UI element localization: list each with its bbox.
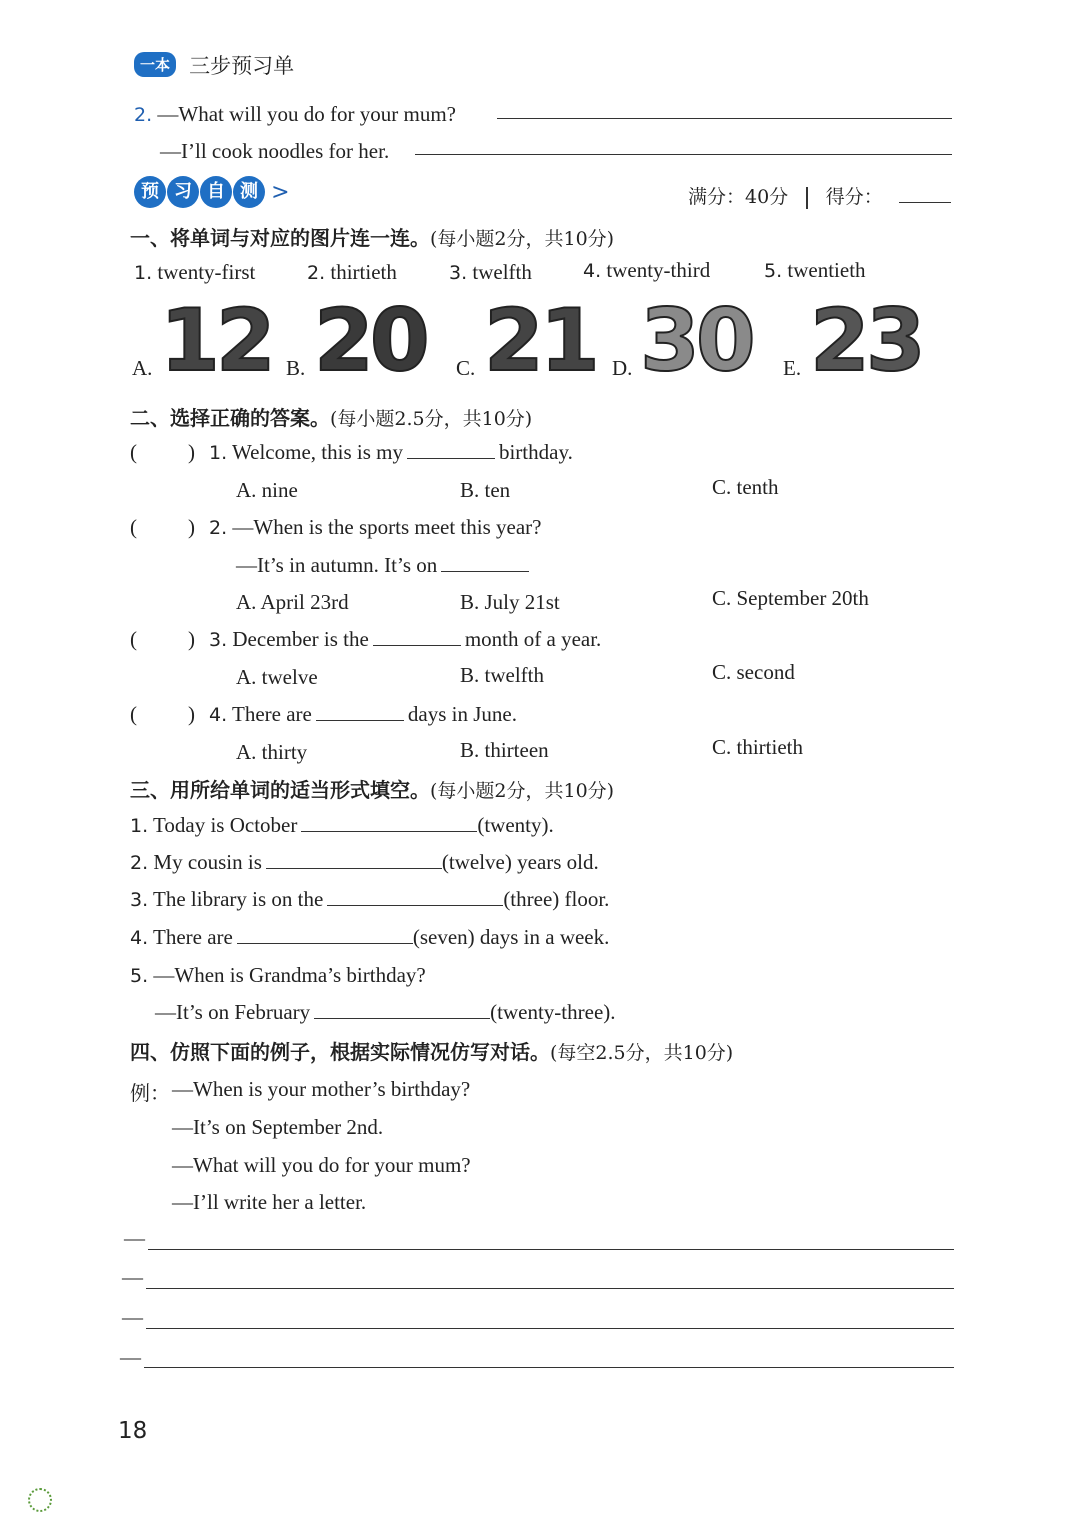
option[interactable]: B. July 21st — [460, 590, 560, 614]
top-question-line2: —I’ll cook noodles for her. — [160, 139, 390, 163]
question-number: 1. — [209, 442, 228, 464]
option[interactable]: C. thirtieth — [712, 735, 803, 759]
word-number: 4. — [583, 260, 602, 282]
option[interactable]: C. second — [712, 660, 795, 684]
picture-label: A. — [132, 356, 153, 380]
fill-item — [130, 850, 599, 875]
word-text: thirtieth — [330, 260, 397, 284]
option[interactable]: A. nine — [236, 478, 298, 502]
stem-text: —It’s in autumn. It’s on — [236, 553, 438, 577]
item-text: —It’s on February — [155, 1000, 311, 1024]
fill-item-line2 — [155, 1000, 616, 1025]
fill-blank[interactable] — [237, 925, 413, 944]
section4-title-text: 四、仿照下面的例子，根据实际情况仿写对话。 — [130, 1040, 550, 1064]
example-line: —It’s on September 2nd. — [172, 1115, 384, 1139]
fill-item — [130, 925, 609, 950]
full-score: 满分：40分 — [688, 186, 789, 208]
fill-blank[interactable] — [327, 887, 503, 906]
section1-note: (每小题2分，共10分) — [430, 228, 615, 250]
word-text: twenty-first — [157, 260, 256, 284]
item-number: 2. — [130, 852, 149, 874]
item-text: (seven) days in a week. — [412, 925, 610, 949]
section4-note: (每空2.5分，共10分) — [550, 1042, 734, 1064]
watermark-logo-icon — [28, 1488, 52, 1512]
stem-text: —When is the sports meet this year? — [232, 515, 542, 539]
section2-title — [130, 402, 532, 431]
item-text: There are — [153, 925, 233, 949]
answer-paren-open[interactable]: ( — [130, 440, 137, 464]
dialog-dash: — — [122, 1305, 143, 1329]
option[interactable]: C. tenth — [712, 475, 779, 499]
fill-blank[interactable] — [266, 850, 442, 869]
word-text: twentieth — [787, 258, 866, 282]
self-test-chip: 习 — [167, 176, 199, 208]
question-number: 3. — [209, 629, 228, 651]
answer-paren-close: ) — [188, 515, 195, 539]
question-stem-line2 — [236, 553, 533, 578]
fill-item — [130, 813, 554, 838]
section2-title-text: 二、选择正确的答案。 — [130, 406, 330, 430]
question-stem — [209, 440, 573, 465]
section4-title — [130, 1036, 733, 1065]
item-text: —When is Grandma’s birthday? — [153, 963, 426, 987]
section1-title-text: 一、将单词与对应的图片连一连。 — [130, 226, 430, 250]
number-picture-12[interactable]: 12 — [160, 291, 272, 391]
fill-blank[interactable] — [373, 627, 461, 646]
word-number: 2. — [307, 262, 326, 284]
writing-line[interactable] — [146, 1328, 954, 1329]
item-text: The library is on the — [153, 887, 324, 911]
question-stem — [209, 515, 541, 540]
dialog-dash: — — [122, 1265, 143, 1289]
section3-title-text: 三、用所给单词的适当形式填空。 — [130, 778, 430, 802]
word-item — [583, 258, 710, 283]
stem-text: days in June. — [407, 702, 517, 726]
score-divider — [806, 187, 808, 209]
item-text: (twenty). — [477, 813, 554, 837]
option[interactable]: B. ten — [460, 478, 511, 502]
item-number: 3. — [130, 889, 149, 911]
writing-line[interactable] — [146, 1288, 954, 1289]
score-field[interactable] — [899, 202, 951, 203]
header-title: 三步预习单 — [189, 54, 295, 78]
fill-blank[interactable] — [301, 813, 477, 832]
stem-text: There are — [232, 702, 312, 726]
example-line: —I’ll write her a letter. — [172, 1190, 367, 1214]
word-number: 3. — [449, 262, 468, 284]
word-item — [134, 260, 255, 285]
fill-blank[interactable] — [407, 440, 495, 459]
answer-line[interactable] — [497, 118, 952, 119]
word-number: 1. — [134, 262, 153, 284]
item-text: (twenty-three). — [490, 1000, 616, 1024]
fill-blank[interactable] — [316, 702, 404, 721]
number-picture-21[interactable]: 21 — [484, 291, 596, 391]
picture-label: D. — [612, 356, 633, 380]
number-picture-23[interactable]: 23 — [810, 291, 922, 391]
example-line: —When is your mother’s birthday? — [172, 1077, 471, 1101]
section1-title — [130, 222, 614, 251]
dialog-dash: — — [120, 1345, 141, 1369]
item-text: Today is October — [153, 813, 298, 837]
section3-title — [130, 774, 614, 803]
option[interactable]: A. thirty — [236, 740, 308, 764]
picture-label: C. — [456, 356, 476, 380]
section3-note: (每小题2分，共10分) — [430, 780, 615, 802]
stem-text: Welcome, this is my — [232, 440, 403, 464]
word-item — [449, 260, 532, 285]
word-text: twenty-third — [606, 258, 711, 282]
answer-paren-close: ) — [188, 440, 195, 464]
option[interactable]: A. twelve — [236, 665, 318, 689]
fill-blank[interactable] — [314, 1000, 490, 1019]
option[interactable]: B. thirteen — [460, 738, 549, 762]
question-text: —What will you do for your mum? — [157, 102, 457, 126]
question-stem — [209, 702, 517, 727]
writing-line[interactable] — [144, 1367, 954, 1368]
item-text: (three) floor. — [503, 887, 610, 911]
stem-text: birthday. — [498, 440, 573, 464]
item-number: 4. — [130, 927, 149, 949]
item-text: (twelve) years old. — [441, 850, 599, 874]
score-box — [688, 182, 883, 209]
example-line: —What will you do for your mum? — [172, 1153, 471, 1177]
option[interactable]: C. September 20th — [712, 586, 869, 610]
item-number: 5. — [130, 965, 149, 987]
question-number: 2. — [134, 104, 153, 126]
answer-paren-close: ) — [188, 627, 195, 651]
word-item — [307, 260, 397, 285]
top-question-line1 — [134, 102, 456, 127]
picture-label: E. — [783, 356, 802, 380]
example-label: 例： — [130, 1081, 170, 1105]
question-number: 4. — [209, 704, 228, 726]
word-text: twelfth — [472, 260, 532, 284]
stem-text: month of a year. — [464, 627, 602, 651]
section2-note: (每小题2.5分，共10分) — [330, 408, 533, 430]
header — [134, 50, 294, 78]
answer-paren-close: ) — [188, 702, 195, 726]
option[interactable]: A. April 23rd — [236, 590, 349, 614]
option[interactable]: B. twelfth — [460, 663, 544, 687]
question-stem — [209, 627, 601, 652]
page-number: 18 — [118, 1418, 148, 1444]
dialog-dash: — — [124, 1226, 145, 1250]
stem-text: December is the — [232, 627, 369, 651]
word-number: 5. — [764, 260, 783, 282]
self-test-chip: 自 — [200, 176, 232, 208]
fill-item — [130, 887, 609, 912]
word-item — [764, 258, 866, 283]
answer-paren-open[interactable]: ( — [130, 627, 137, 651]
number-picture-30[interactable]: 30 — [640, 291, 752, 391]
question-number: 2. — [209, 517, 228, 539]
number-picture-20[interactable]: 20 — [314, 291, 426, 391]
chevron-right-icon: > — [271, 180, 290, 205]
fill-blank[interactable] — [441, 553, 529, 572]
item-text: My cousin is — [153, 850, 262, 874]
self-test-chip: 预 — [134, 176, 166, 208]
answer-paren-open[interactable]: ( — [130, 702, 137, 726]
fill-item — [130, 963, 426, 988]
answer-paren-open[interactable]: ( — [130, 515, 137, 539]
brand-badge: 一本 — [134, 52, 176, 77]
writing-line[interactable] — [148, 1249, 954, 1250]
self-test-banner — [134, 176, 290, 208]
item-number: 1. — [130, 815, 149, 837]
answer-line[interactable] — [415, 154, 952, 155]
picture-label: B. — [286, 356, 306, 380]
self-test-chip: 测 — [233, 176, 265, 208]
got-score-label: 得分： — [825, 186, 883, 208]
